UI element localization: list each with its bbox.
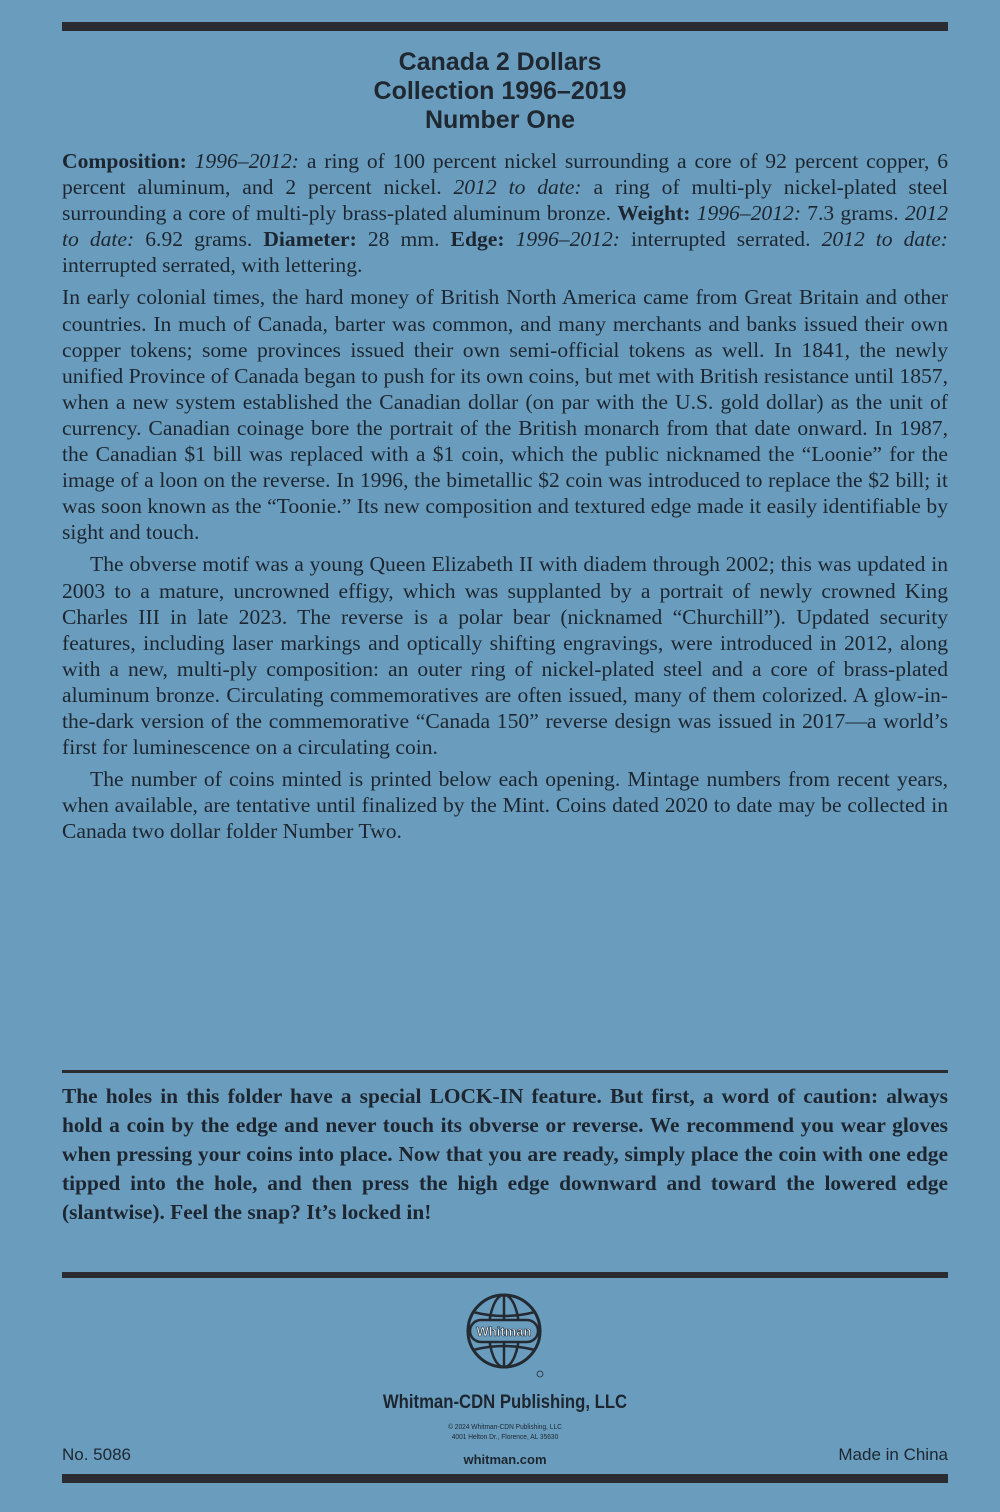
lower-rule [62,1272,948,1278]
middle-rule [62,1070,948,1073]
weight-value-2: 6.92 grams. [134,227,264,252]
website: whitman.com [463,1452,547,1467]
composition-label: Composition: [62,149,187,173]
weight-label: Weight: [617,201,691,226]
title-line-3: Number One [424,106,576,134]
edge-value-1: interrupted serrated. [619,227,822,252]
edge-label: Edge: [450,227,505,252]
weight-period-2: 2012 to date: [62,201,949,252]
composition-text-1: a ring of 100 percent nickel surrounding a core of 92 percent copper, 6 percent aluminum, and 2 percent nickel. [62,149,948,200]
address-line: 4001 Helton Dr., Florence, AL 35630 [451,1432,559,1441]
description-body [62,148,948,844]
publisher-name: Whitman-CDN Publishing, LLC [382,1392,628,1413]
title-line-1: Canada 2 Dollars [398,48,602,76]
composition-paragraph [62,148,948,278]
edge-period-1: 1996–2012: [515,227,620,252]
composition-period-1: 1996–2012: [194,149,299,173]
diameter-label: Diameter: [263,227,357,252]
composition-period-2: 2012 to date: [453,175,582,200]
registered-mark-icon [537,1371,543,1377]
mintage-paragraph: The number of coins minted is printed below each opening. Mintage numbers from recent years, when available, are tentative until finalized by the Mint. Coins dated 2020 to date may be collected in Canada two dollar folder Number Two. [62,767,948,844]
edge-value-2: interrupted serrated, with lettering. [62,253,363,278]
lock-in-instructions: The holes in this folder have a special LOCK-IN feature. But first, a word of caution: always hold a coin by the edge and never touch its obverse or reverse. We recommend you wear gloves when pressing your coins into place. Now that you are ready, simply place the coin with one edge tipped into the hole, and then press the high edge downward and toward the lowered edge (slantwise). Feel the snap? It’s locked in! [62,1084,948,1224]
weight-period-1: 1996–2012: [696,201,802,226]
composition-text-2: a ring of multi-ply nickel-plated steel surrounding a core of multi-ply brass-plated aluminum bronze. [62,175,948,226]
origin-label: Made in China [838,1445,948,1464]
logo-wordmark: Whitman [476,1324,532,1339]
copyright-line: © 2024 Whitman-CDN Publishing, LLC [448,1422,562,1431]
edge-period-2: 2012 to date: [821,227,949,252]
design-paragraph: The obverse motif was a young Queen Elizabeth II with diadem through 2002; this was updated in 2003 to a mature, uncrowned effigy, which was supplanted by a portrait of newly crowned King Charles III in late 2023. The reverse is a polar bear (nicknamed “Churchill”). Updated security features, including laser markings and optically shifting engravings, were introduced in 2012, along with a new, multi-ply composition: an outer ring of nickel-plated steel and a core of brass-plated aluminum bronze. Circulating commemoratives are often issued, many of them colorized. A glow-in-the-dark version of the commemorative “Canada 150” reverse design was issued in 2017—a world’s first for luminescence on a circulating coin. [62,552,948,760]
page-title [0,48,1000,135]
top-rule [62,22,948,31]
diameter-value: 28 mm. [356,227,451,252]
catalog-number: No. 5086 [62,1445,131,1464]
whitman-globe-logo [464,1290,548,1380]
history-paragraph: In early colonial times, the hard money of British North America came from Great Britain and other countries. In much of Canada, barter was common, and many merchants and banks issued their own copper tokens; some provinces issued their own semi-official tokens as well. In 1841, the newly unified Province of Canada began to push for its own coins, but met with British resistance until 1857, when a new system established the Canadian dollar (on par with the U.S. gold dollar) as the unit of currency. Canadian coinage bore the portrait of the British monarch from that date onward. In 1987, the Canadian $1 bill was replaced with a $1 coin, which the public nicknamed the “Loonie” for the image of a loon on the reverse. In 1996, the bimetallic $2 coin was introduced to replace the $2 bill; it was soon known as the “Toonie.” Its new composition and textured edge made it easily identifiable by sight and touch. [62,285,948,545]
bottom-rule [62,1474,948,1483]
title-line-2: Collection 1996–2019 [373,77,627,105]
weight-value-1: 7.3 grams. [801,201,905,226]
